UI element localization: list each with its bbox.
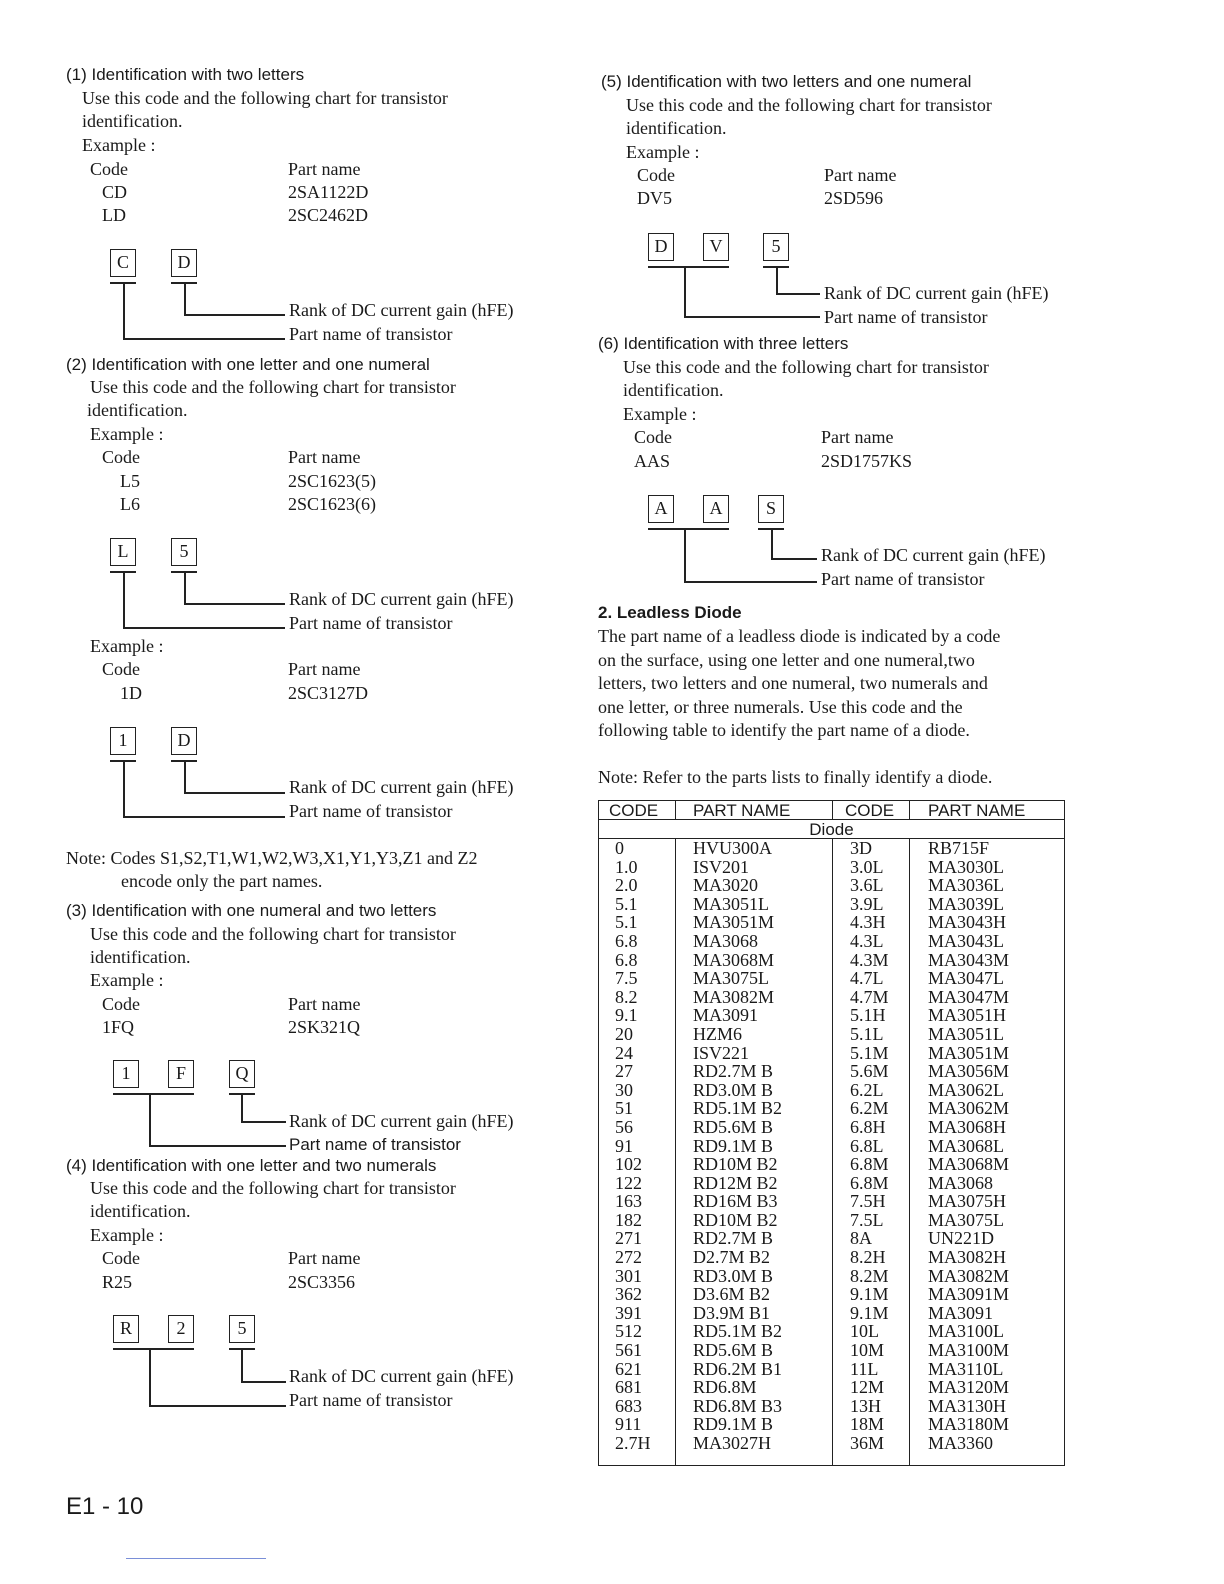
table-cell-code: 561 (615, 1340, 642, 1361)
section-6-code-box-2: A (703, 495, 729, 523)
table-cell-partname: MA3030L (928, 856, 1004, 877)
section-3-code-1: 1FQ (102, 1017, 135, 1037)
table-cell-code: 13H (850, 1395, 881, 1416)
section-5-rank-label: Rank of DC current gain (hFE) (824, 283, 1049, 303)
table-cell-code: 56 (615, 1116, 633, 1137)
section-3-heading: (3) Identification with one numeral and two letters (66, 901, 437, 920)
table-cell-partname: RD9.1M B (693, 1135, 774, 1156)
table-cell-code: 3.0L (850, 856, 884, 877)
section-1-part-2: 2SC2462D (288, 205, 369, 225)
table-cell-partname: MA3082M (693, 986, 775, 1007)
leadless-para-line3: letters, two letters and one numeral, two numerals and (598, 673, 988, 693)
section-6-code-1: AAS (634, 451, 671, 471)
table-divider-2-head (832, 801, 833, 820)
table-cell-partname: RD5.6M B (693, 1340, 774, 1361)
table-cell-partname: MA3043M (928, 949, 1010, 970)
section-4-rank-label: Rank of DC current gain (hFE) (289, 1366, 514, 1386)
table-cell-code: 5.1H (850, 1005, 886, 1026)
table-cell-code: 5.1 (615, 912, 638, 933)
table-cell-partname: MA3091M (928, 1284, 1010, 1305)
table-cell-partname: MA3180M (928, 1414, 1010, 1435)
table-cell-code: 3D (850, 838, 872, 858)
section-2-partname-label: Part name of transistor (289, 613, 453, 633)
table-cell-partname: MA3068M (928, 1154, 1010, 1175)
table-cell-partname: MA3082H (928, 1247, 1007, 1268)
section-6-intro-line2: identification. (623, 380, 724, 400)
table-cell-code: 91 (615, 1135, 633, 1156)
section-4-part-label: Part name (288, 1248, 361, 1268)
section-4-intro-line1: Use this code and the following chart for transistor (90, 1178, 456, 1198)
table-cell-partname: MA3051L (928, 1023, 1004, 1044)
section-6-code-box-1: A (648, 495, 674, 523)
table-cell-code: 6.2L (850, 1079, 884, 1100)
section-4-partname-label: Part name of transistor (289, 1390, 453, 1410)
leadless-note: Note: Refer to the parts lists to finally identify a diode. (598, 767, 993, 787)
table-cell-partname: MA3068M (693, 949, 775, 970)
leadless-para-line5: following table to identify the part name of a diode. (598, 720, 970, 740)
section-2-intro-line1: Use this code and the following chart for transistor (90, 377, 456, 397)
section-5-heading: (5) Identification with two letters and one numeral (601, 72, 972, 91)
table-cell-partname: MA3039L (928, 893, 1004, 914)
table-cell-partname: RD9.1M B (693, 1414, 774, 1435)
table-cell-code: 6.8 (615, 949, 638, 970)
table-cell-partname: RD3.0M B (693, 1079, 774, 1100)
table-cell-partname: UN221D (928, 1228, 994, 1249)
table-divider-3-head (909, 801, 910, 820)
section-1-part-1: 2SA1122D (288, 182, 369, 202)
table-cell-code: 8A (850, 1228, 872, 1249)
table-cell-code: 20 (615, 1023, 633, 1044)
table-cell-code: 10M (850, 1340, 885, 1361)
section-2-part-1: 2SC1623(5) (288, 471, 377, 491)
table-cell-code: 6.8M (850, 1172, 889, 1193)
table-cell-partname: RD10M B2 (693, 1209, 778, 1230)
table-cell-code: 7.5L (850, 1209, 884, 1230)
table-cell-partname: RD6.2M B1 (693, 1358, 783, 1379)
table-cell-partname: D3.6M B2 (693, 1284, 771, 1305)
codes-note-line2: encode only the part names. (121, 871, 323, 891)
table-header-code-2: CODE (845, 801, 895, 820)
table-cell-code: 163 (615, 1191, 642, 1212)
section-6-code-box-3: S (758, 495, 784, 523)
table-cell-partname: MA3051H (928, 1005, 1007, 1026)
table-cell-code: 51 (615, 1098, 633, 1119)
table-cell-partname: RD16M B3 (693, 1191, 778, 1212)
table-cell-code: 11L (850, 1358, 879, 1379)
table-cell-partname: MA3075H (928, 1191, 1007, 1212)
section-2-code-2: L6 (120, 494, 140, 514)
table-cell-code: 5.1L (850, 1023, 884, 1044)
section-6-code-label: Code (634, 427, 672, 447)
table-divider-1-head (675, 801, 676, 820)
table-cell-code: 6.8 (615, 930, 638, 951)
table-cell-partname: RD5.6M B (693, 1116, 774, 1137)
section-4-intro-line2: identification. (90, 1201, 191, 1221)
table-cell-code: 5.1M (850, 1042, 889, 1063)
table-cell-partname: MA3130H (928, 1395, 1007, 1416)
table-cell-partname: ISV221 (693, 1042, 750, 1063)
section-2-part-2: 2SC1623(6) (288, 494, 377, 514)
table-cell-code: 4.3M (850, 949, 889, 970)
section-6-example-label: Example : (623, 404, 697, 424)
section-2-example-label: Example : (90, 424, 164, 444)
table-cell-partname: RD2.7M B (693, 1061, 774, 1082)
section-4-example-label: Example : (90, 1225, 164, 1245)
table-cell-partname: MA3043H (928, 912, 1007, 933)
table-header-code-1: CODE (609, 801, 659, 820)
section-3-rank-label: Rank of DC current gain (hFE) (289, 1111, 514, 1131)
table-cell-code: 272 (615, 1247, 642, 1268)
leadless-para-line2: on the surface, using one letter and one numeral,two (598, 650, 975, 670)
table-cell-code: 6.8L (850, 1135, 884, 1156)
section-1-intro-line1: Use this code and the following chart for transistor (82, 88, 448, 108)
page-number: E1 - 10 (66, 1493, 144, 1520)
section-4-code-1: R25 (102, 1272, 133, 1292)
table-cell-code: 8.2H (850, 1247, 886, 1268)
section-3-partname-label: Part name of transistor (289, 1135, 461, 1154)
table-cell-code: 512 (615, 1321, 642, 1342)
table-cell-partname: RD6.8M (693, 1377, 757, 1398)
section-2-part-label-2: Part name (288, 659, 361, 679)
table-cell-code: 122 (615, 1172, 642, 1193)
table-cell-partname: MA3020 (693, 875, 759, 896)
table-cell-code: 12M (850, 1377, 885, 1398)
table-cell-partname: RD3.0M B (693, 1265, 774, 1286)
section-6-partname-label: Part name of transistor (821, 569, 985, 589)
table-cell-partname: MA3036L (928, 875, 1004, 896)
table-column-partname-1 (693, 839, 782, 1453)
table-cell-partname: RD2.7M B (693, 1228, 774, 1249)
table-cell-partname: MA3068H (928, 1116, 1007, 1137)
table-cell-code: 362 (615, 1284, 642, 1305)
table-cell-partname: MA3062M (928, 1098, 1010, 1119)
codes-note-line1: Note: Codes S1,S2,T1,W1,W2,W3,X1,Y1,Y3,Z1 and Z2 (66, 848, 478, 868)
section-5-intro-line2: identification. (626, 118, 727, 138)
section-3-part-1: 2SK321Q (288, 1017, 361, 1037)
section-2b-partname-label: Part name of transistor (289, 801, 453, 821)
table-cell-partname: MA3082M (928, 1265, 1010, 1286)
section-3-intro-line2: identification. (90, 947, 191, 967)
section-2b-code-box-2: D (171, 727, 197, 755)
table-cell-code: 102 (615, 1154, 642, 1175)
table-cell-partname: HVU300A (693, 838, 772, 858)
table-cell-partname: D2.7M B2 (693, 1247, 771, 1268)
section-2-code-3: 1D (120, 683, 142, 703)
table-cell-partname: RD5.1M B2 (693, 1321, 783, 1342)
table-cell-partname: MA3100L (928, 1321, 1004, 1342)
table-cell-code: 24 (615, 1042, 633, 1063)
section-1-part-label: Part name (288, 159, 361, 179)
section-3-code-box-1: 1 (113, 1060, 139, 1088)
section-3-code-box-3: Q (229, 1060, 255, 1088)
section-5-code-box-3: 5 (763, 233, 789, 261)
table-cell-partname: MA3110L (928, 1358, 1004, 1379)
section-5-example-label: Example : (626, 142, 700, 162)
table-cell-code: 683 (615, 1395, 642, 1416)
section-1-partname-label: Part name of transistor (289, 324, 453, 344)
section-2-heading: (2) Identification with one letter and one numeral (66, 355, 430, 374)
leadless-para-line1: The part name of a leadless diode is indicated by a code (598, 626, 1001, 646)
section-6-rank-label: Rank of DC current gain (hFE) (821, 545, 1046, 565)
table-cell-partname: MA3062L (928, 1079, 1004, 1100)
section-2-part-3: 2SC3127D (288, 683, 369, 703)
section-2-code-box-2: 5 (171, 538, 197, 566)
table-cell-code: 7.5H (850, 1191, 886, 1212)
section-2b-code-box-1: 1 (110, 727, 136, 755)
section-5-part-1: 2SD596 (824, 188, 884, 208)
section-2-rank-label: Rank of DC current gain (hFE) (289, 589, 514, 609)
table-cell-partname: RD6.8M B3 (693, 1395, 783, 1416)
table-cell-code: 5.1 (615, 893, 638, 914)
bottom-rule (126, 1558, 266, 1559)
section-6-heading: (6) Identification with three letters (598, 334, 849, 353)
section-5-code-1: DV5 (637, 188, 672, 208)
section-6-part-1: 2SD1757KS (821, 451, 913, 471)
table-cell-partname: RD12M B2 (693, 1172, 778, 1193)
table-column-code-1 (615, 839, 651, 1453)
table-cell-code: 3.9L (850, 893, 884, 914)
table-cell-code: 8.2M (850, 1265, 889, 1286)
table-cell-code: 4.7L (850, 968, 884, 989)
section-1-intro-line2: identification. (82, 111, 183, 131)
table-cell-code: 6.2M (850, 1098, 889, 1119)
section-3-part-label: Part name (288, 994, 361, 1014)
table-cell-code: 36M (850, 1433, 885, 1453)
table-cell-partname: MA3091 (693, 1005, 759, 1026)
table-cell-partname: MA3120M (928, 1377, 1010, 1398)
table-cell-code: 9.1 (615, 1005, 638, 1026)
table-cell-code: 9.1M (850, 1284, 889, 1305)
section-3-intro-line1: Use this code and the following chart for transistor (90, 924, 456, 944)
section-3-code-label: Code (102, 994, 140, 1014)
table-divider-3 (909, 839, 910, 1465)
section-5-part-label: Part name (824, 165, 897, 185)
table-cell-partname: MA3075L (928, 1209, 1004, 1230)
section-5-code-box-1: D (648, 233, 674, 261)
table-header-partname-1: PART NAME (693, 801, 791, 820)
table-divider-2 (832, 839, 833, 1465)
table-cell-code: 681 (615, 1377, 642, 1398)
table-cell-code: 621 (615, 1358, 642, 1379)
table-cell-code: 2.0 (615, 875, 638, 896)
table-cell-code: 4.3L (850, 930, 884, 951)
section-3-code-box-2: F (168, 1060, 194, 1088)
table-cell-code: 4.3H (850, 912, 886, 933)
table-cell-partname: D3.9M B1 (693, 1302, 771, 1323)
table-cell-code: 6.8H (850, 1116, 886, 1137)
table-cell-partname: MA3051L (693, 893, 769, 914)
table-header-partname-2: PART NAME (928, 801, 1026, 820)
section-4-code-box-2: 2 (168, 1315, 194, 1343)
table-cell-partname: MA3068L (928, 1135, 1004, 1156)
table-cell-code: 301 (615, 1265, 642, 1286)
table-cell-code: 182 (615, 1209, 642, 1230)
section-1-code-box-1: C (110, 249, 136, 277)
table-column-partname-2 (928, 839, 1009, 1453)
diode-table (598, 800, 1065, 1466)
table-cell-partname: ISV201 (693, 856, 750, 877)
section-6-intro-line1: Use this code and the following chart for transistor (623, 357, 989, 377)
table-cell-partname: MA3056M (928, 1061, 1010, 1082)
table-cell-partname: MA3051M (693, 912, 775, 933)
section-3-example-label: Example : (90, 970, 164, 990)
section-1-code-1: CD (102, 182, 128, 202)
section-1-code-label: Code (90, 159, 128, 179)
table-cell-partname: MA3047M (928, 986, 1010, 1007)
table-cell-code: 0 (615, 838, 624, 858)
section-5-partname-label: Part name of transistor (824, 307, 988, 327)
section-4-code-box-1: R (113, 1315, 139, 1343)
section-4-heading: (4) Identification with one letter and two numerals (66, 1156, 437, 1175)
table-cell-code: 271 (615, 1228, 642, 1249)
table-cell-partname: RB715F (928, 838, 990, 858)
table-cell-code: 4.7M (850, 986, 889, 1007)
table-cell-partname: RD10M B2 (693, 1154, 778, 1175)
table-cell-code: 6.8M (850, 1154, 889, 1175)
section-4-code-label: Code (102, 1248, 140, 1268)
table-column-code-2 (850, 839, 889, 1453)
table-cell-partname: MA3100M (928, 1340, 1010, 1361)
section-1-example-label: Example : (82, 135, 156, 155)
table-cell-partname: HZM6 (693, 1023, 742, 1044)
section-5-code-label: Code (637, 165, 675, 185)
table-cell-partname: MA3051M (928, 1042, 1010, 1063)
table-cell-code: 30 (615, 1079, 633, 1100)
table-cell-code: 5.6M (850, 1061, 889, 1082)
section-2-part-label: Part name (288, 447, 361, 467)
table-cell-code: 1.0 (615, 856, 638, 877)
table-cell-partname: MA3068 (693, 930, 759, 951)
table-cell-code: 27 (615, 1061, 633, 1082)
leadless-diode-heading: 2. Leadless Diode (598, 603, 742, 622)
section-2-code-box-1: L (110, 538, 136, 566)
leadless-para-line4: one letter, or three numerals. Use this code and the (598, 697, 963, 717)
section-5-intro-line1: Use this code and the following chart for transistor (626, 95, 992, 115)
table-cell-partname: MA3360 (928, 1433, 994, 1453)
section-1-rank-label: Rank of DC current gain (hFE) (289, 300, 514, 320)
table-cell-partname: MA3091 (928, 1302, 994, 1323)
table-cell-partname: RD5.1M B2 (693, 1098, 783, 1119)
table-cell-partname: MA3075L (693, 968, 769, 989)
section-2-intro-line2: identification. (87, 400, 188, 420)
table-cell-code: 7.5 (615, 968, 638, 989)
table-cell-code: 391 (615, 1302, 642, 1323)
table-cell-code: 18M (850, 1414, 885, 1435)
table-cell-code: 8.2 (615, 986, 638, 1007)
table-cell-code: 911 (615, 1414, 642, 1435)
table-cell-partname: MA3068 (928, 1172, 994, 1193)
section-2-code-label-2: Code (102, 659, 140, 679)
table-cell-partname: MA3047L (928, 968, 1004, 989)
section-1-code-2: LD (102, 205, 126, 225)
section-1-code-box-2: D (171, 249, 197, 277)
table-subheader-diode: Diode (809, 820, 854, 839)
section-6-part-label: Part name (821, 427, 894, 447)
section-2b-rank-label: Rank of DC current gain (hFE) (289, 777, 514, 797)
table-divider-1 (675, 839, 676, 1465)
section-4-part-1: 2SC3356 (288, 1272, 356, 1292)
section-2-code-label: Code (102, 447, 140, 467)
table-cell-partname: MA3027H (693, 1433, 772, 1453)
section-1-heading: (1) Identification with two letters (66, 65, 305, 84)
section-4-code-box-3: 5 (229, 1315, 255, 1343)
table-cell-code: 2.7H (615, 1433, 651, 1453)
table-cell-partname: MA3043L (928, 930, 1004, 951)
section-2-code-1: L5 (120, 471, 140, 491)
section-2-example2-label: Example : (90, 636, 164, 656)
table-cell-code: 10L (850, 1321, 879, 1342)
table-cell-code: 9.1M (850, 1302, 889, 1323)
table-cell-code: 3.6L (850, 875, 884, 896)
section-5-code-box-2: V (703, 233, 729, 261)
